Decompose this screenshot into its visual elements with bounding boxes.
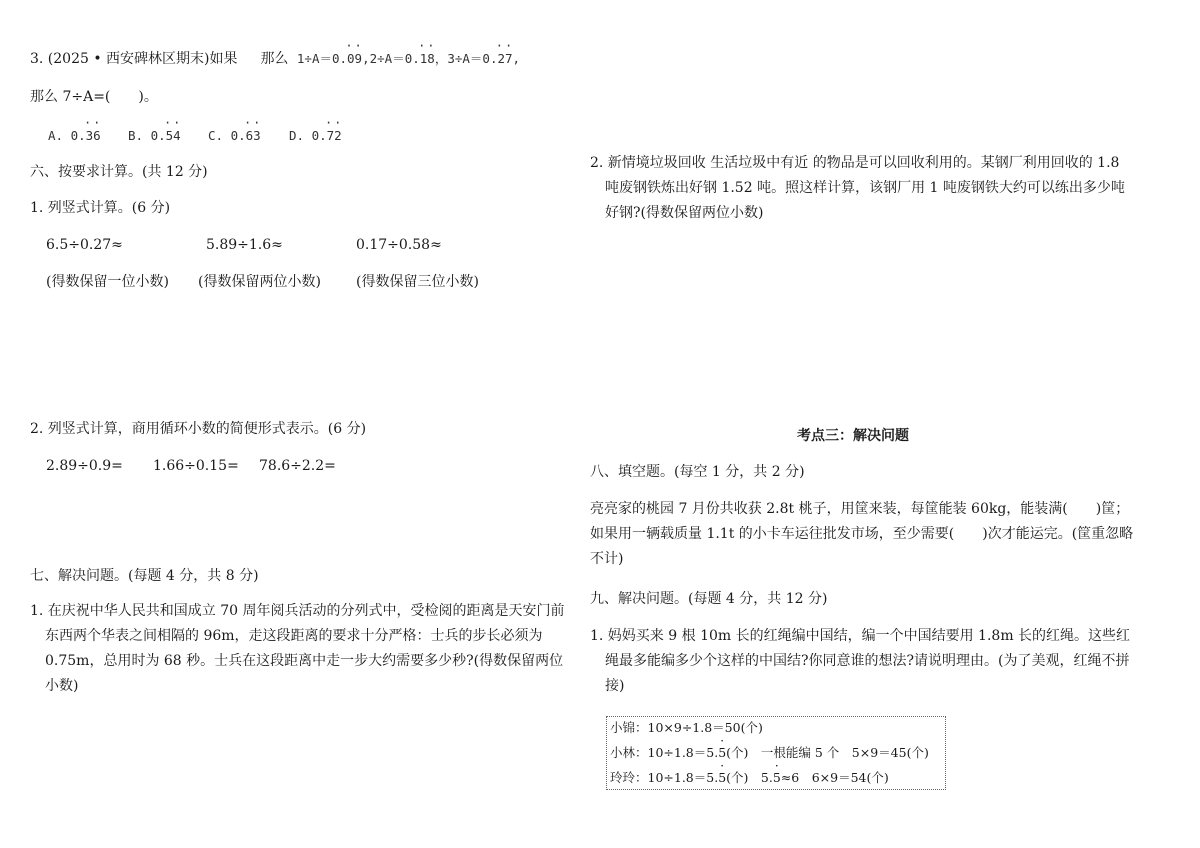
section-7-title: 七、解决问题。(每题 4 分，共 8 分)	[30, 568, 259, 584]
q3-prefix: 3. (2025 • 西安碑林区期末)如果	[30, 51, 238, 67]
calc-3: 0.17÷0.58≈	[356, 237, 442, 253]
calc2-3: 78.6÷2.2=	[259, 458, 336, 474]
q3-option-d: D. 0.·· 72	[289, 126, 342, 146]
calc2-2: 1.66÷0.15=	[153, 458, 239, 474]
calc-2: 5.89÷1.6≈	[206, 237, 283, 253]
kaodian-3-title: 考点三：解决问题	[797, 428, 909, 444]
answer-xiaojin: 小锦：10×9÷1.8＝50(个)	[610, 720, 763, 735]
q3-line1	[30, 49, 520, 69]
section-9-question-1: 1. 妈妈买来 9 根 10m 长的红绳编中国结，编一个中国结要用 1.8m 长的红绳。这些红绳最多能编多少个这样的中国结?你同意谁的想法?请说明理由。(为了美观，红绳不拼接)	[590, 628, 1131, 694]
section-8-text: 亮亮家的桃园 7 月份共收获 2.8t 桃子，用筐来装，每筐能装 60kg，能装满( )筐；如果用一辆载质量 1.1t 的小卡车运往批发市场，至少需要( )次才能运完。(筐重忽略不计)	[590, 501, 1134, 567]
q3-option-a: A. 0.·· 36	[48, 126, 101, 146]
section-6-part1: 1. 列竖式计算。(6 分)	[30, 200, 171, 216]
answer-lingling: 玲玲：10÷1.8＝5.· 5(个) 5.· 5≈6 6×9＝54(个)	[610, 769, 889, 787]
section-6-part2: 2. 列竖式计算，商用循环小数的简便形式表示。(6 分)	[30, 421, 367, 437]
calc-note-3: (得数保留三位小数)	[356, 274, 479, 290]
answer-xiaolin: 小林：10÷1.8＝5.· 5(个) 一根能编 5 个 5×9＝45(个)	[610, 744, 929, 762]
calc2-1: 2.89÷0.9=	[46, 458, 123, 474]
section-7-question-1: 1. 在庆祝中华人民共和国成立 70 周年阅兵活动的分列式中，受检阅的距离是天安门前东西两个华表之间相隔的 96m，走这段距离的要求十分严格：士兵的步长必须为 0.75m，总用时为 68 秒。士兵在这段距离中走一步大约需要多少秒?(得数保留两位小数)	[30, 603, 565, 694]
calc-note-1: (得数保留一位小数)	[46, 274, 169, 290]
calc-note-2: (得数保留两位小数)	[198, 274, 321, 290]
q3-expr1: 1÷A＝0.·· 09,2÷A＝0.·· 18，3÷A＝0.·· 27,	[297, 51, 520, 66]
student-answers-box	[606, 716, 946, 790]
right-question-2: 2. 新情境垃圾回收 生活垃圾中有近 的物品是可以回收利用的。某钢厂利用回收的 1.8 吨废钢铁炼出好钢 1.52 吨。照这样计算，该钢厂用 1 吨废钢铁大约可以练出多少吨好钢?(得数保留两位小数)	[590, 155, 1125, 221]
section-8-title: 八、填空题。(每空 1 分，共 2 分)	[590, 464, 805, 480]
q3-option-b: B. 0.·· 54	[128, 126, 181, 146]
calc-1: 6.5÷0.27≈	[46, 237, 123, 253]
q3-line2: 那么 7÷A=( )。	[30, 89, 158, 105]
section-6-title: 六、按要求计算。(共 12 分)	[30, 164, 208, 180]
section-9-title: 九、解决问题。(每题 4 分，共 12 分)	[590, 591, 828, 607]
q3-then: 那么	[260, 51, 289, 67]
q3-option-c: C. 0.·· 63	[208, 126, 261, 146]
